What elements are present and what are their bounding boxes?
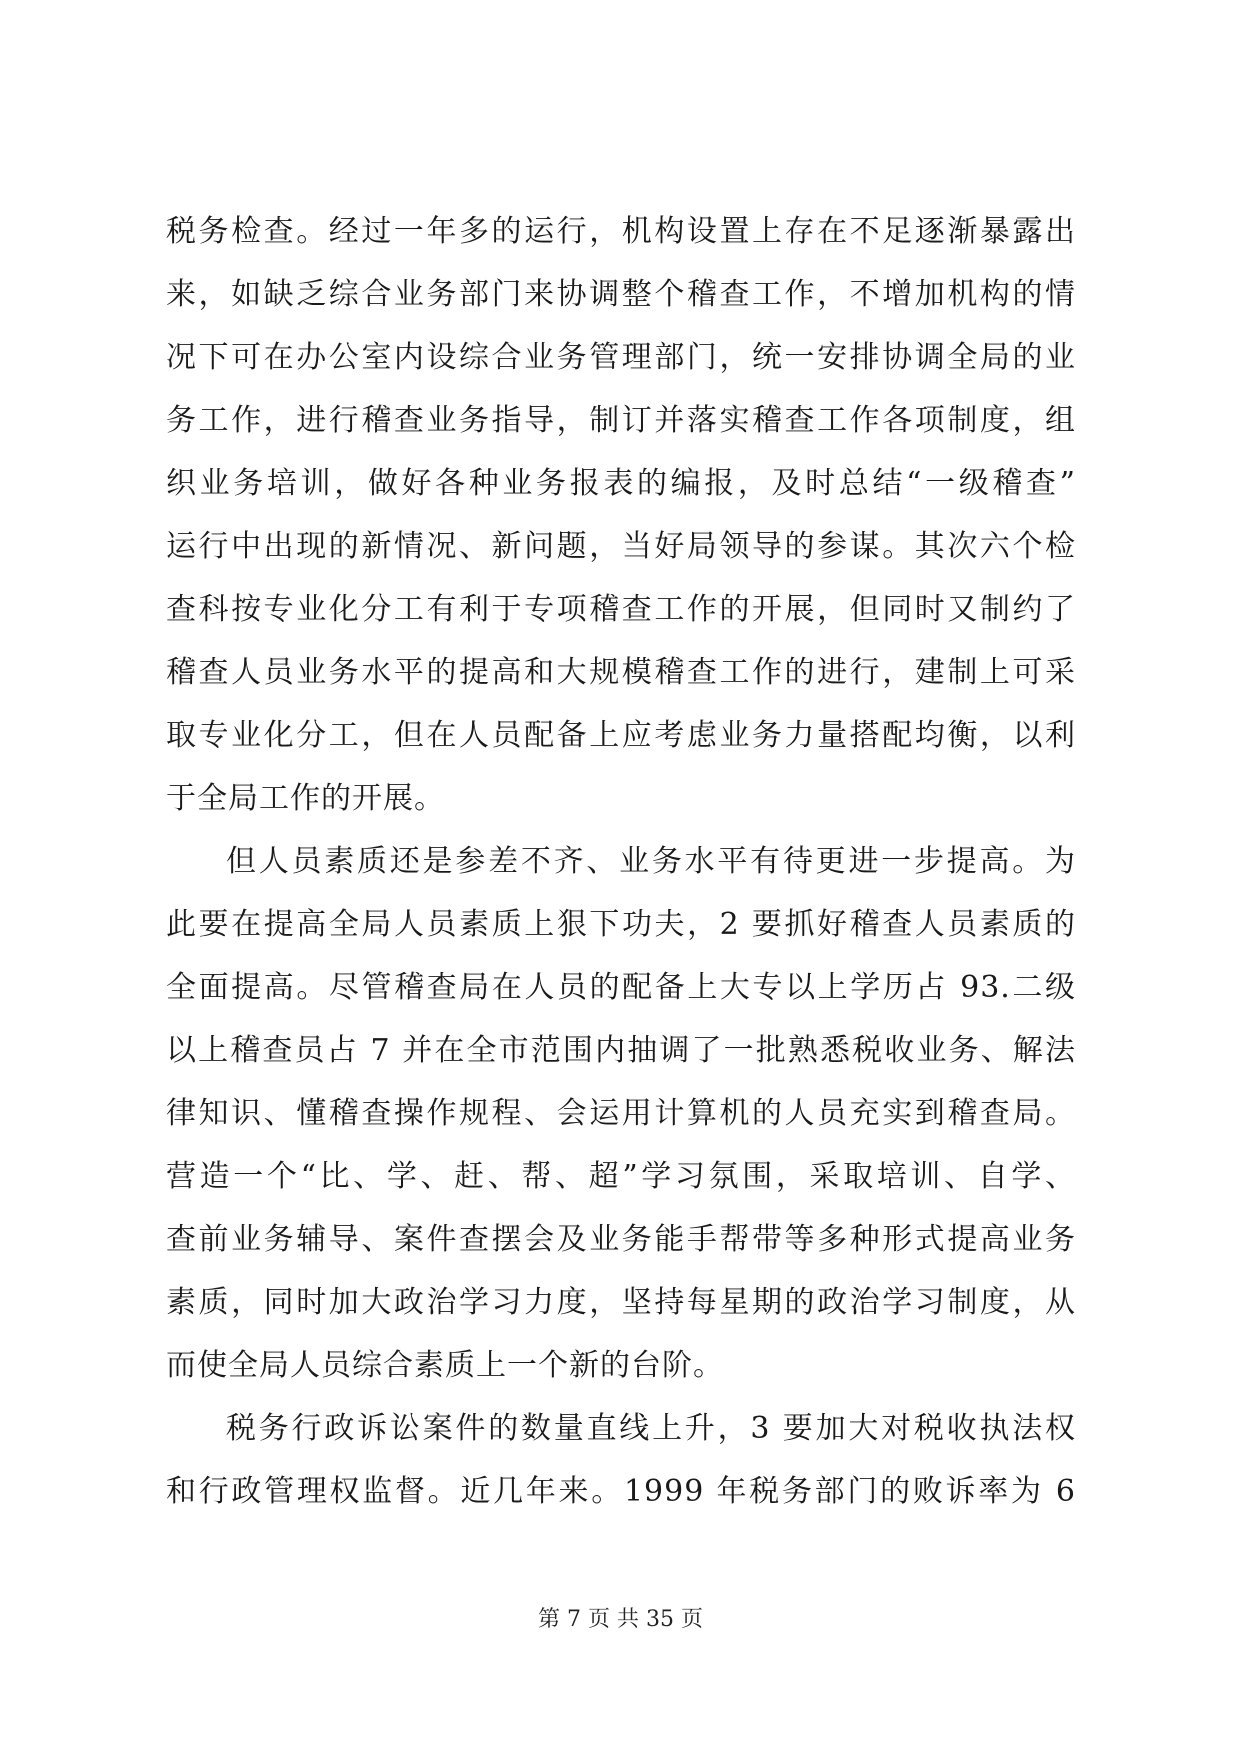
page-number-footer: 第 7 页 共 35 页: [538, 1607, 703, 1632]
text-line: 律知识、懂稽查操作规程、会运用计算机的人员充实到稽查局。: [166, 1096, 1076, 1131]
text-line: 税务检查。经过一年多的运行，机构设置上存在不足逐渐暴露出: [166, 214, 1076, 249]
text-line: 查科按专业化分工有利于专项稽查工作的开展，但同时又制约了: [166, 592, 1076, 627]
text-line: 素质，同时加大政治学习力度，坚持每星期的政治学习制度，从: [166, 1285, 1076, 1320]
text-line: 以上稽查员占 7 并在全市范围内抽调了一批熟悉税收业务、解法: [166, 1033, 1076, 1068]
text-line: 全面提高。尽管稽查局在人员的配备上大专以上学历占 93.二级: [166, 970, 1076, 1005]
text-line: 来，如缺乏综合业务部门来协调整个稽查工作，不增加机构的情: [166, 277, 1076, 312]
text-line: 务工作，进行稽查业务指导，制订并落实稽查工作各项制度，组: [166, 403, 1076, 438]
text-line: 运行中出现的新情况、新问题，当好局领导的参谋。其次六个检: [166, 529, 1076, 564]
text-line: 而使全局人员综合素质上一个新的台阶。: [166, 1348, 724, 1383]
text-line: 但人员素质还是参差不齐、业务水平有待更进一步提高。为: [226, 844, 1076, 879]
text-line: 况下可在办公室内设综合业务管理部门，统一安排协调全局的业: [166, 340, 1076, 375]
text-line: 税务行政诉讼案件的数量直线上升，3 要加大对税收执法权: [226, 1411, 1076, 1446]
text-line: 和行政管理权监督。近几年来。1999 年税务部门的败诉率为 6: [166, 1474, 1076, 1509]
text-line: 于全局工作的开展。: [166, 781, 445, 816]
text-line: 稽查人员业务水平的提高和大规模稽查工作的进行，建制上可采: [166, 655, 1076, 690]
text-line: 查前业务辅导、案件查摆会及业务能手帮带等多种形式提高业务: [166, 1222, 1076, 1257]
document-body: [166, 200, 1076, 1523]
text-line: 此要在提高全局人员素质上狠下功夫，2 要抓好稽查人员素质的: [166, 907, 1076, 942]
text-line: 织业务培训，做好各种业务报表的编报，及时总结“一级稽查”: [166, 466, 1076, 501]
text-line: 取专业化分工，但在人员配备上应考虑业务力量搭配均衡，以利: [166, 718, 1076, 753]
text-line: 营造一个“比、学、赶、帮、超”学习氛围，采取培训、自学、: [166, 1159, 1076, 1194]
